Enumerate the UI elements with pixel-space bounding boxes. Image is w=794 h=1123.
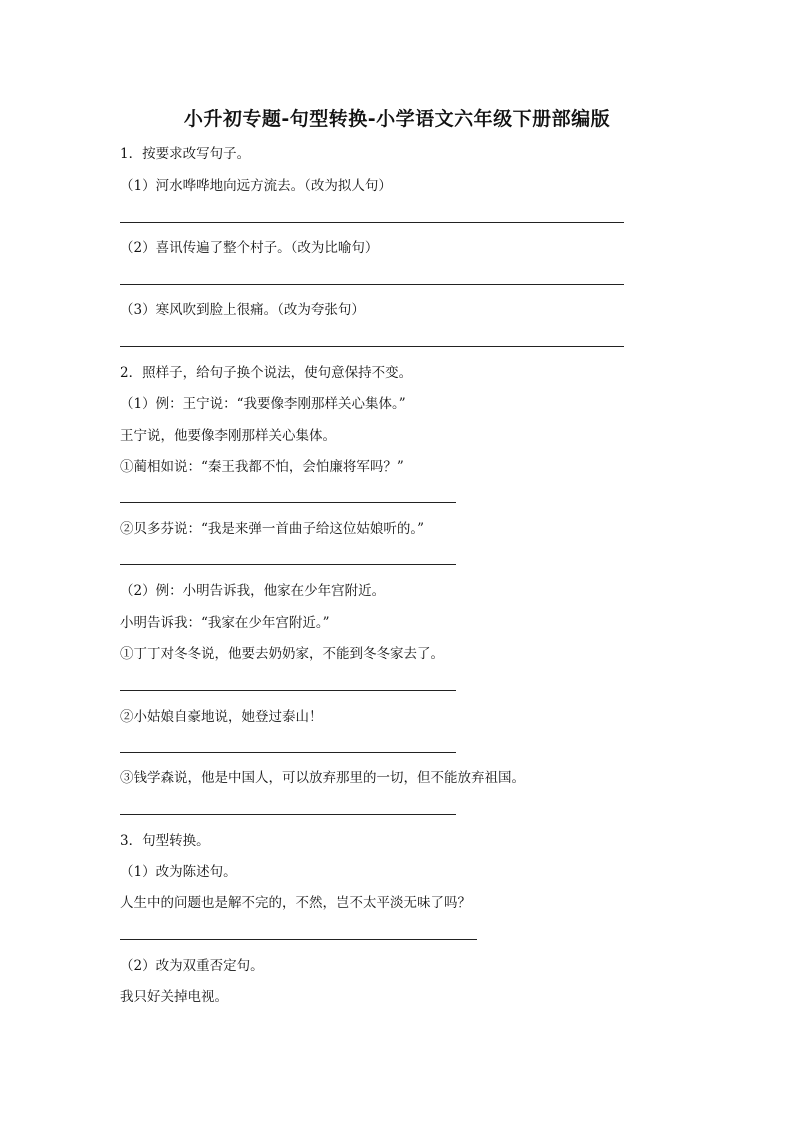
q1-item-2-answer-line[interactable] <box>120 284 624 285</box>
q2-item-1-2: ②贝多芬说：“我是来弹一首曲子给这位姑娘听的。” <box>120 521 425 537</box>
q2-item-1-1-answer-line[interactable] <box>120 502 456 503</box>
q1-item-2: （2）喜讯传遍了整个村子。（改为比喻句） <box>120 240 379 256</box>
q3-item-1: （1）改为陈述句。 <box>120 864 237 880</box>
q2-example-2: （2）例：小明告诉我，他家在少年宫附近。 <box>120 583 386 599</box>
q1-item-1-answer-line[interactable] <box>120 222 624 223</box>
q2-example-2-answer: 小明告诉我：“我家在少年宫附近。” <box>120 615 330 631</box>
q2-item-2-2: ②小姑娘自豪地说，她登过泰山！ <box>120 709 323 725</box>
q1-item-3-answer-line[interactable] <box>120 346 624 347</box>
q3-heading: 3．句型转换。 <box>120 833 210 849</box>
q3-item-2: （2）改为双重否定句。 <box>120 958 264 974</box>
q3-item-1-sentence: 人生中的问题也是解不完的，不然，岂不太平淡无味了吗？ <box>120 895 471 911</box>
q2-item-2-1-answer-line[interactable] <box>120 690 456 691</box>
page-title: 小升初专题-句型转换-小学语文六年级下册部编版 <box>183 108 611 130</box>
q3-item-1-answer-line[interactable] <box>120 939 477 940</box>
q2-item-2-1: ①丁丁对冬冬说，他要去奶奶家，不能到冬冬家去了。 <box>120 646 444 662</box>
q2-item-1-2-answer-line[interactable] <box>120 564 456 565</box>
q2-item-2-3-answer-line[interactable] <box>120 814 456 815</box>
q2-heading: 2．照样子，给句子换个说法，使句意保持不变。 <box>120 365 413 381</box>
q1-item-1: （1）河水哗哗地向远方流去。（改为拟人句） <box>120 178 392 194</box>
q2-example-1-answer: 王宁说，他要像李刚那样关心集体。 <box>120 428 336 444</box>
q3-item-2-sentence: 我只好关掉电视。 <box>120 989 228 1005</box>
q1-heading: 1．按要求改写句子。 <box>120 146 251 162</box>
q2-item-2-2-answer-line[interactable] <box>120 752 456 753</box>
q1-item-3: （3）寒风吹到脸上很痛。（改为夸张句） <box>120 302 365 318</box>
q2-item-1-1: ①蔺相如说：“秦王我都不怕，会怕廉将军吗？” <box>120 459 404 475</box>
q2-example-1: （1）例：王宁说：“我要像李刚那样关心集体。” <box>120 396 406 412</box>
q2-item-2-3: ③钱学森说，他是中国人，可以放弃那里的一切，但不能放弃祖国。 <box>120 770 525 786</box>
